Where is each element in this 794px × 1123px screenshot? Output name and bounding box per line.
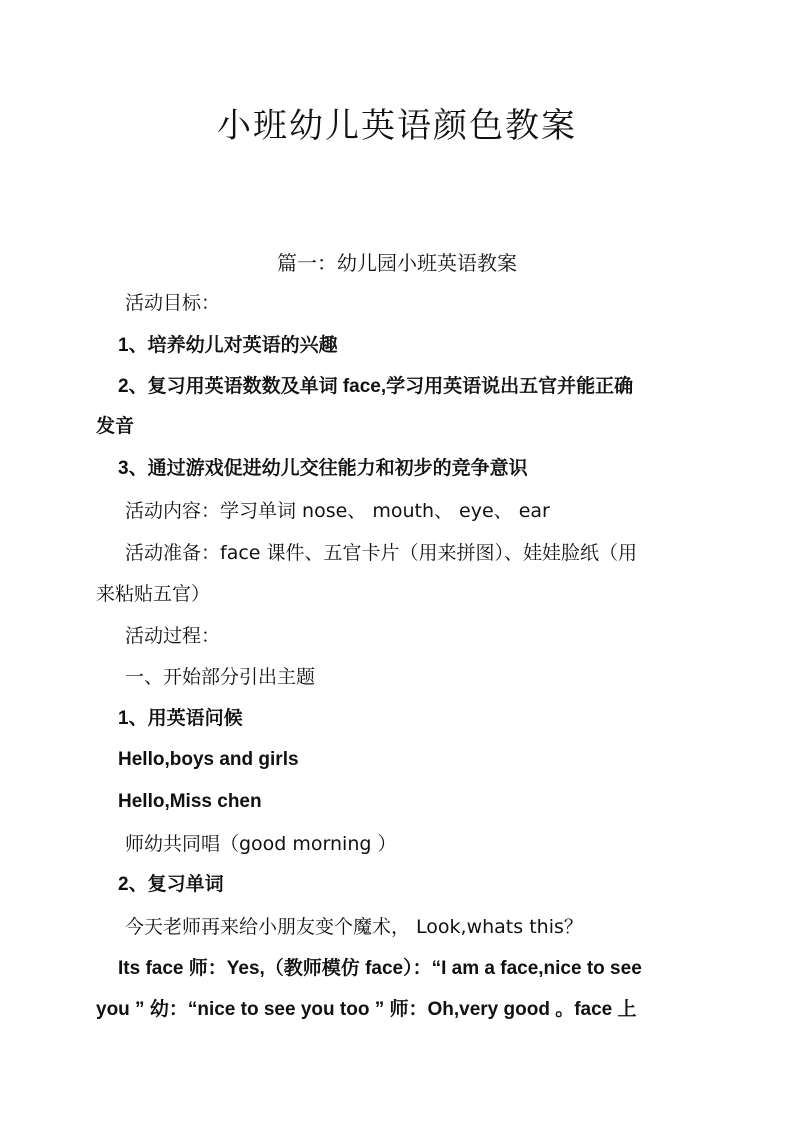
document-title: 小班幼儿英语颜色教案	[217, 106, 577, 146]
text-line-magic-trick: 今天老师再来给小朋友变个魔术， Look,whats this？	[125, 916, 583, 938]
text-line-activity-content: 活动内容：学习单词 nose、 mouth、 eye、 ear	[125, 500, 550, 522]
text-line-hello-miss: Hello,Miss chen	[118, 791, 262, 812]
text-line-activity-process: 活动过程：	[125, 625, 221, 647]
section-heading: 篇一：幼儿园小班英语教案	[277, 251, 517, 275]
text-line-activity-prep: 活动准备：face 课件、五官卡片（用来拼图）、娃娃脸纸（用	[125, 542, 638, 564]
text-line-goal-2: 2、复习用英语数数及单词 face,学习用英语说出五官并能正确	[118, 376, 634, 397]
text-line-section-one: 一、开始部分引出主题	[125, 666, 316, 688]
text-line-sing-together: 师幼共同唱（good morning ）	[125, 833, 397, 855]
text-line-activity-prep-cont: 来粘贴五官）	[96, 583, 211, 605]
text-line-goal-2-cont: 发音	[96, 416, 135, 437]
text-line-goal-3: 3、通过游戏促进幼儿交往能力和初步的竞争意识	[118, 458, 528, 479]
text-line-review-words: 2、复习单词	[118, 874, 224, 895]
text-line-hello-boys: Hello,boys and girls	[118, 749, 299, 770]
text-line-goal-1: 1、培养幼儿对英语的兴趣	[118, 335, 338, 356]
text-line-its-face: Its face 师：Yes,（教师模仿 face）：“I am a face,nice to see	[118, 958, 642, 979]
text-line-you-reply: you ” 幼：“nice to see you too ” 师：Oh,very good 。face 上	[96, 999, 637, 1020]
text-line-greeting-step: 1、用英语问候	[118, 708, 243, 729]
text-line-activity-goals: 活动目标：	[125, 292, 221, 314]
